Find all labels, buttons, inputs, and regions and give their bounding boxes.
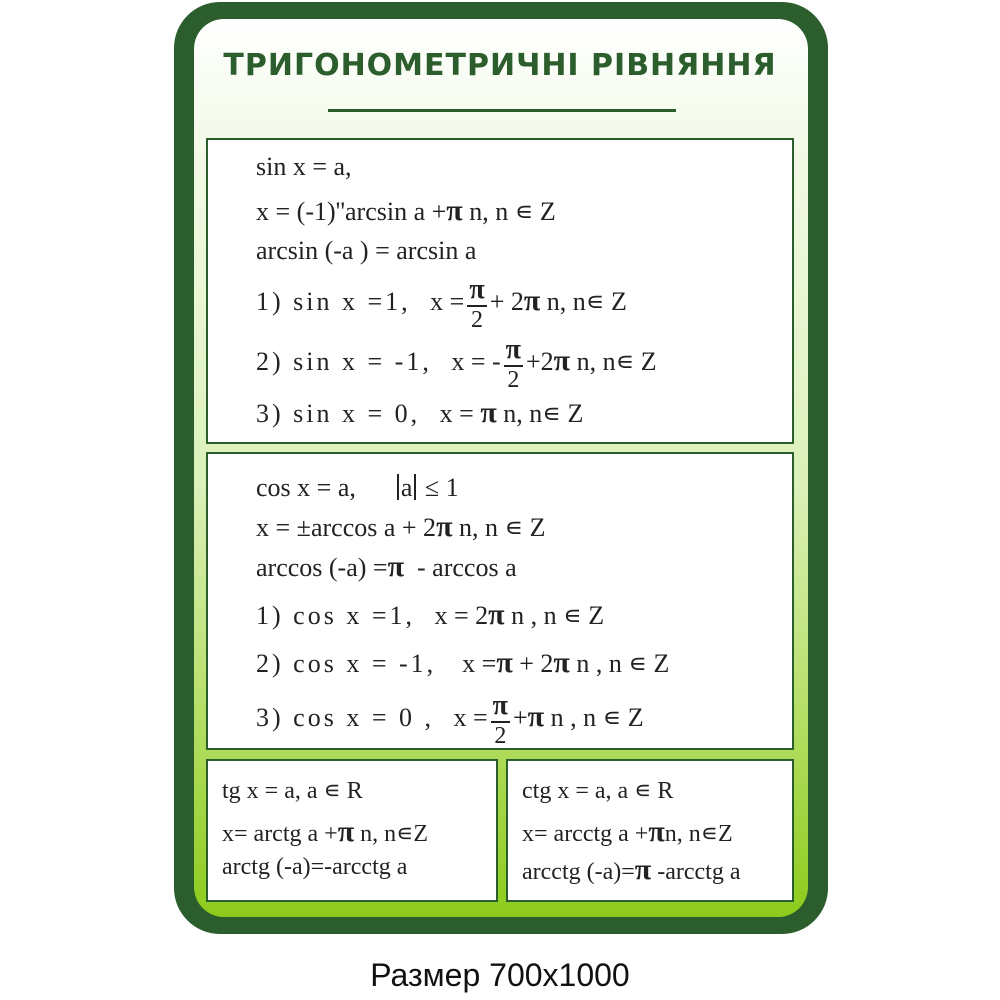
abs-bar-right <box>414 474 416 500</box>
size-caption: Размер 700х1000 <box>370 957 630 993</box>
ctg-equation-box <box>506 759 794 902</box>
poster-title: ТРИГОНОМЕТРИЧНІ РІВНЯННЯ <box>223 48 777 83</box>
cos-case-2: 2) cos x = -1, x =π + 2π n , n ∊ Z <box>256 646 670 679</box>
sin-definition: sin x = a, <box>256 152 352 181</box>
tg-definition: tg x = a, a ∊ R <box>222 778 363 804</box>
sin-equation-box <box>206 138 794 444</box>
sin-case-3: 3) sin x = 0, x = π n, n∊ Z <box>256 396 584 429</box>
arctg-identity: arctg (-a)=-arcctg a <box>222 854 408 880</box>
ctg-general-solution: x= arcctg a +πn, n∊Z <box>522 815 733 848</box>
sin-case-2: 2) sin x = -1, x = - $\frac{\pi}{2}$ +2π n, n∊ Z <box>256 334 657 393</box>
pi-over-2-fraction: $\frac{\pi}{2}$ <box>492 690 508 749</box>
cos-case-3: 3) cos x = 0 , x = $\frac{\pi}{2}$ +π n , n ∊ Z <box>256 690 644 749</box>
cos-case-1: 1) cos x =1, x = 2π n , n ∊ Z <box>256 598 605 631</box>
sin-general-solution: x = (-1)''arcsin a +π n, n ∊ Z <box>256 194 556 227</box>
abs-bar-left <box>397 474 399 500</box>
cos-definition: cos x = a, a ≤ 1 <box>256 473 459 502</box>
cos-general-solution: x = ±arccos a + 2π n, n ∊ Z <box>256 510 546 543</box>
tg-general-solution: x= arctg a +π n, n∊Z <box>222 815 429 848</box>
arccos-identity: arccos (-a) =π - arccos a <box>256 550 517 583</box>
cos-equation-box <box>206 452 794 750</box>
arcsin-identity: arcsin (-a ) = arcsin a <box>256 236 477 265</box>
tg-equation-box <box>206 759 498 902</box>
arcctg-identity: arcctg (-a)=π -arcctg a <box>522 853 741 886</box>
title-underline <box>328 109 676 112</box>
pi-over-2-fraction: $\frac{\pi}{2}$ <box>505 334 521 393</box>
pi-over-2-fraction: $\frac{\pi}{2}$ <box>469 274 485 333</box>
ctg-definition: ctg x = a, a ∊ R <box>522 778 674 804</box>
sin-case-1: 1) sin x =1, x = $\frac{\pi}{2}$ + 2π n, n∊ Z <box>256 274 627 333</box>
